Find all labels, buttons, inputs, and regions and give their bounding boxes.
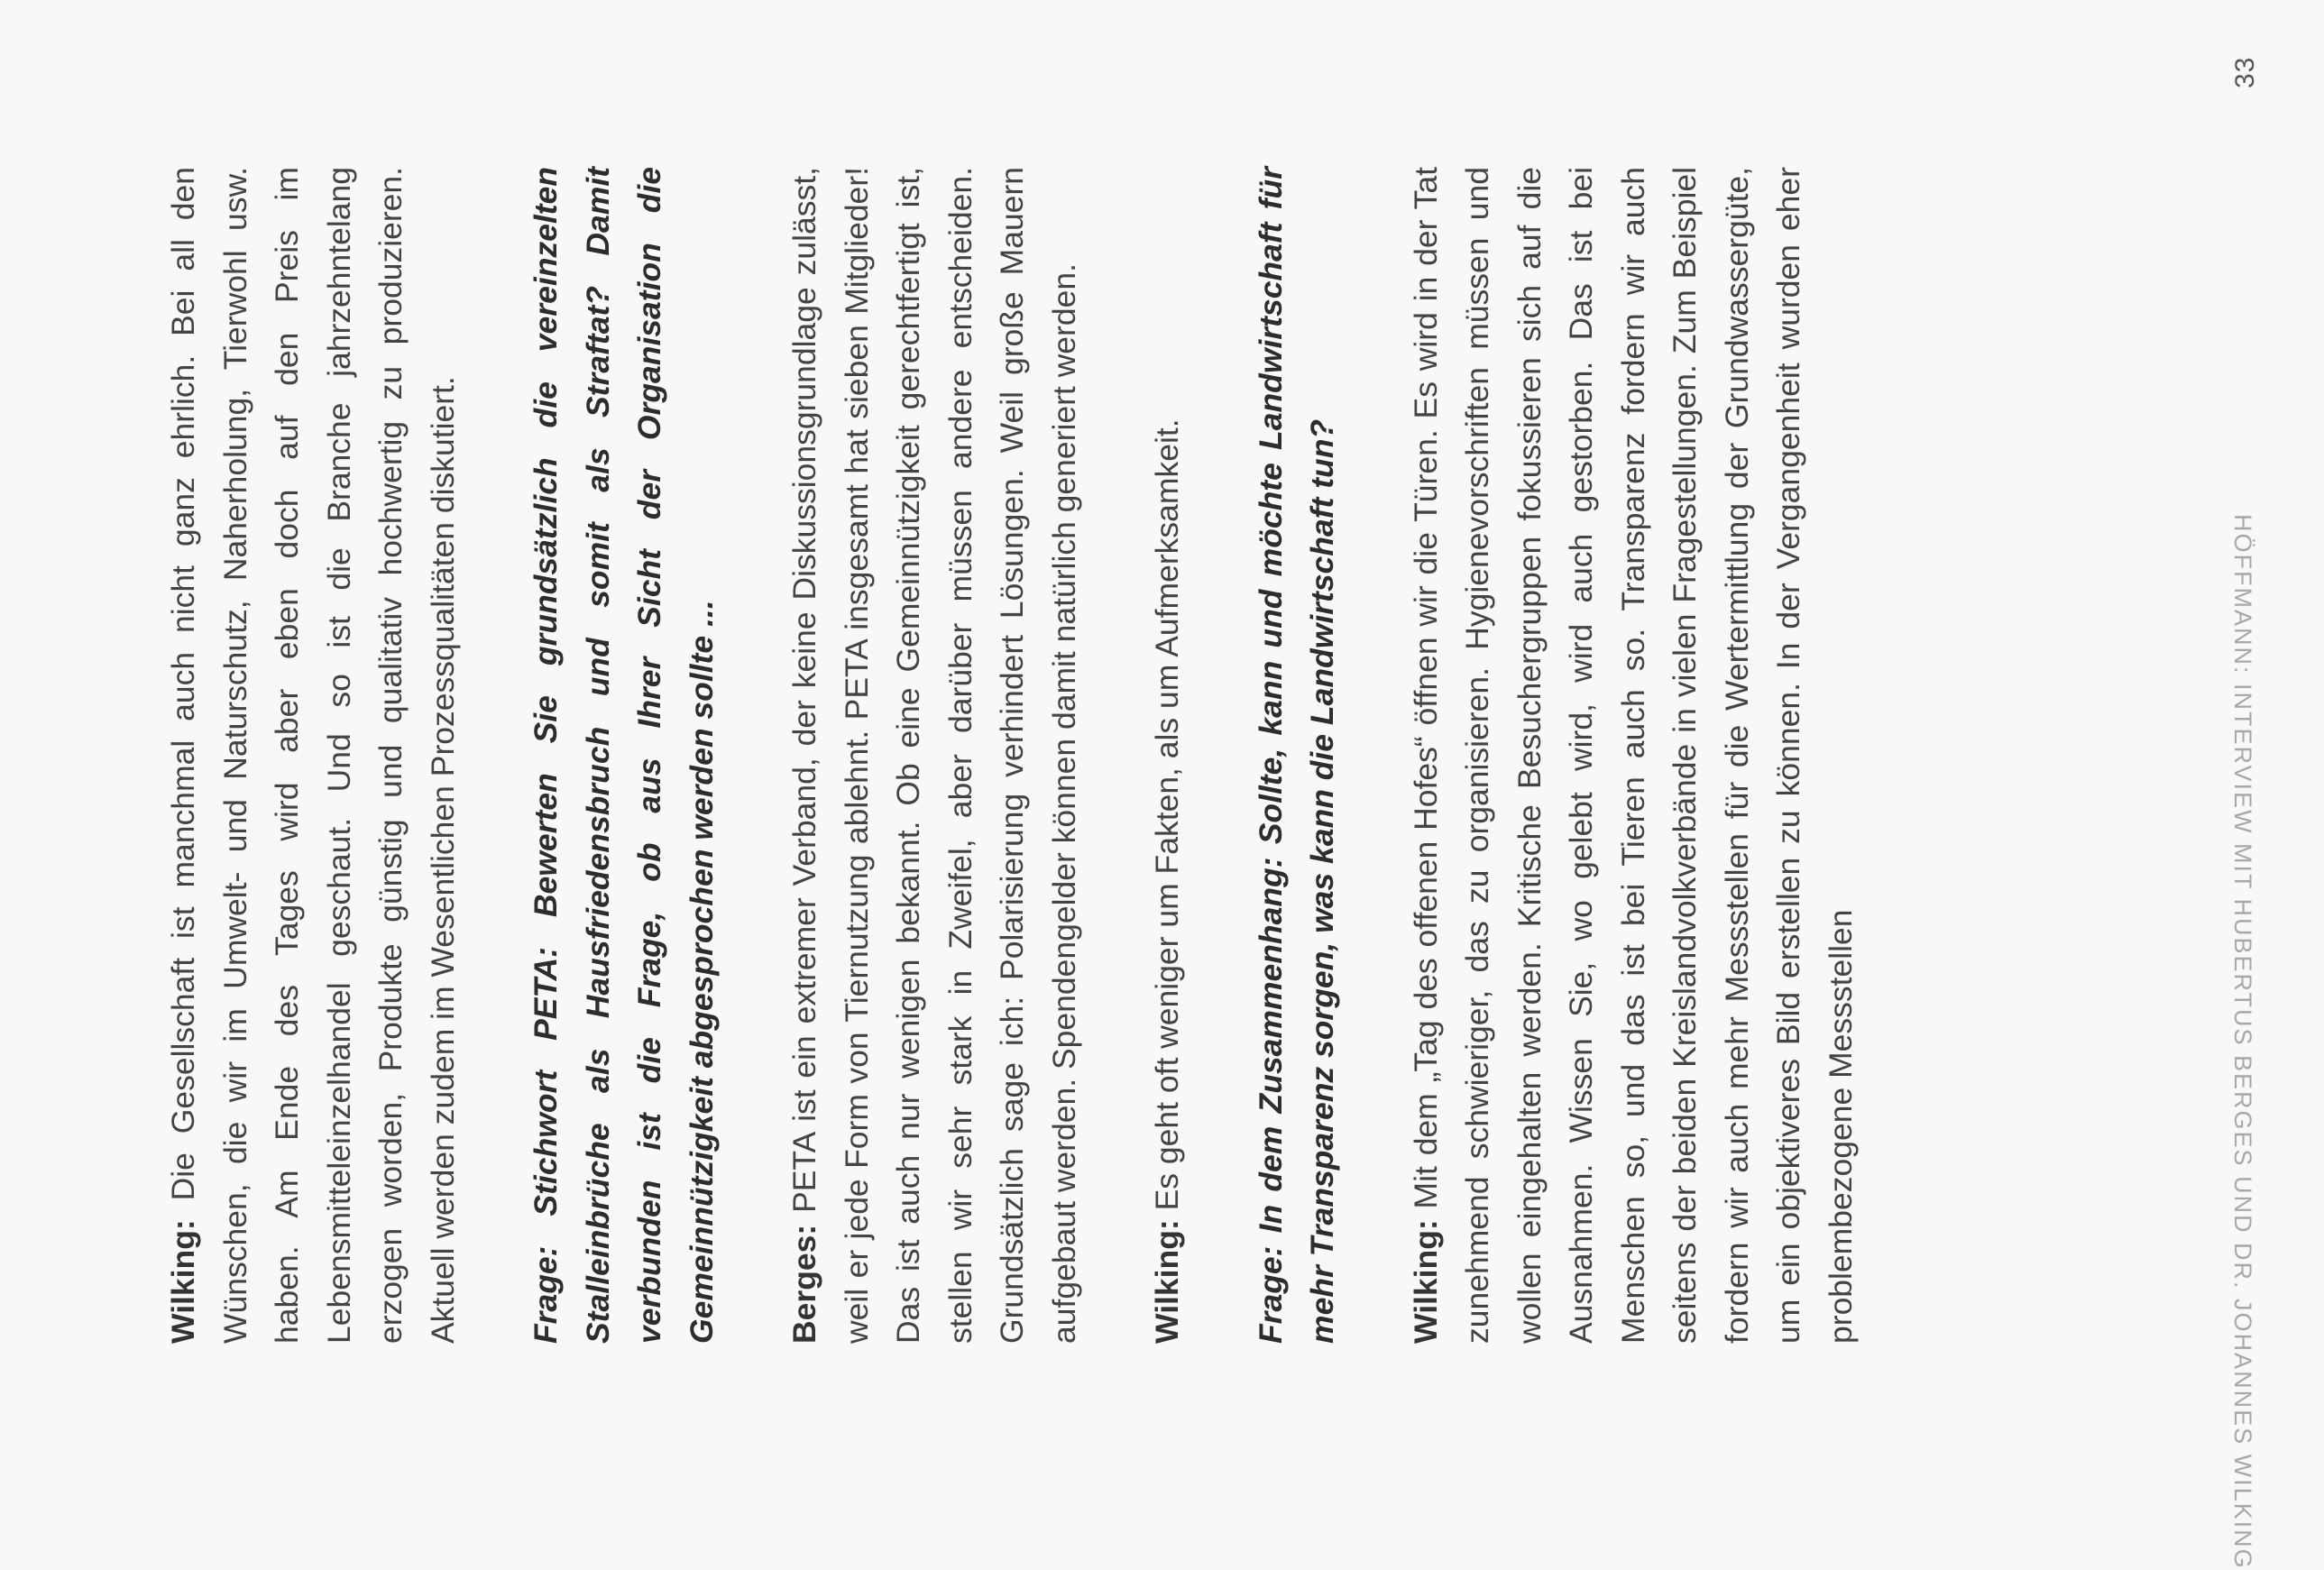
body-text <box>158 167 1867 1344</box>
answer-text: Es geht oft weniger um Fakten, als um Aufmerksamkeit. <box>1149 418 1185 1211</box>
answer-text: Mit dem „Tag des offenen Hofes“ öffnen wir die Türen. Es wird in der Tat zunehmend schwieriger, das zu organisieren. Hygienevorschriften müssen und wollen eingehalten werden. Kritische Besuchergruppen fokussieren sich auf die Ausnahmen. Wissen Sie, wo gelebt wird, wird auch gestorben. Das ist bei Menschen so, und das ist bei Tieren auch so. Transparenz fordern wir auch seitens der beiden Kreislandvolkverbände in vielen Fragestellungen. Zum Beispiel fordern wir auch mehr Messstellen für die Wertermittlung der Grundwassergüte, um ein objektiveres Bild erstellen zu können. In der Vergangenheit wurden eher problembezogene Messstellen <box>1407 167 1859 1344</box>
answer-text: PETA ist ein extremer Verband, der keine Diskussionsgrundlage zulässt, weil er jede Form von Tiernutzung ablehnt. PETA insgesamt hat sieben Mitglieder! Das ist auch nur wenigen bekannt. Ob eine Gemeinnützigkeit gerechtfertigt ist, stellen wir sehr stark in Zweifel, aber darüber müssen andere entscheiden. Grundsätzlich sage ich: Polarisierung verhindert Lösungen. Weil große Mauern aufgebaut werden. Spendengelder können damit natürlich generiert werden. <box>786 167 1082 1344</box>
answer-paragraph <box>158 167 469 1344</box>
speaker-label: Wilking: <box>1407 1219 1444 1344</box>
speaker-label: Wilking: <box>1149 1219 1185 1344</box>
running-header: HÖFFMANN: INTERVIEW MIT HUBERTUS BERGES UND DR. JOHANNES WILKING <box>2229 514 2256 1570</box>
question-paragraph: Frage: In dem Zusammenhang: Sollte, kann und möchte Landwirtschaft für mehr Transparenz sorgen, was kann die Landwirtschaft tun? <box>1252 167 1340 1344</box>
answer-text: Die Gesellschaft ist manchmal auch nicht ganz ehrlich. Bei all den Wünschen, die wir im Umwelt- und Naturschutz, Naherholung, Tierwohl usw. haben. Am Ende des Tages wird aber eben doch auf den Preis im Lebensmitteleinzelhandel geschaut. Und so ist die Branche jahrzehntelang erzogen worden, Produkte günstig und qualitativ hochwertig zu produzieren. Aktuell werden zudem im Wesentlichen Prozessqualitäten diskutiert. <box>165 167 461 1344</box>
speaker-label: Wilking: <box>165 1219 201 1344</box>
question-paragraph: Frage: Stichwort PETA: Bewerten Sie grundsätzlich die vereinzelten Stalleinbrüche als Hausfriedensbruch und somit als Straftat? Damit verbunden ist die Frage, ob aus Ihrer Sicht der Organisation die Gemeinnützigkeit abgesprochen werden sollte ... <box>528 167 720 1344</box>
answer-paragraph <box>1401 167 1868 1344</box>
answer-paragraph <box>779 167 1090 1344</box>
page-number: 33 <box>2230 56 2260 88</box>
speaker-label: Berges: <box>786 1224 822 1344</box>
answer-paragraph <box>1142 167 1194 1344</box>
